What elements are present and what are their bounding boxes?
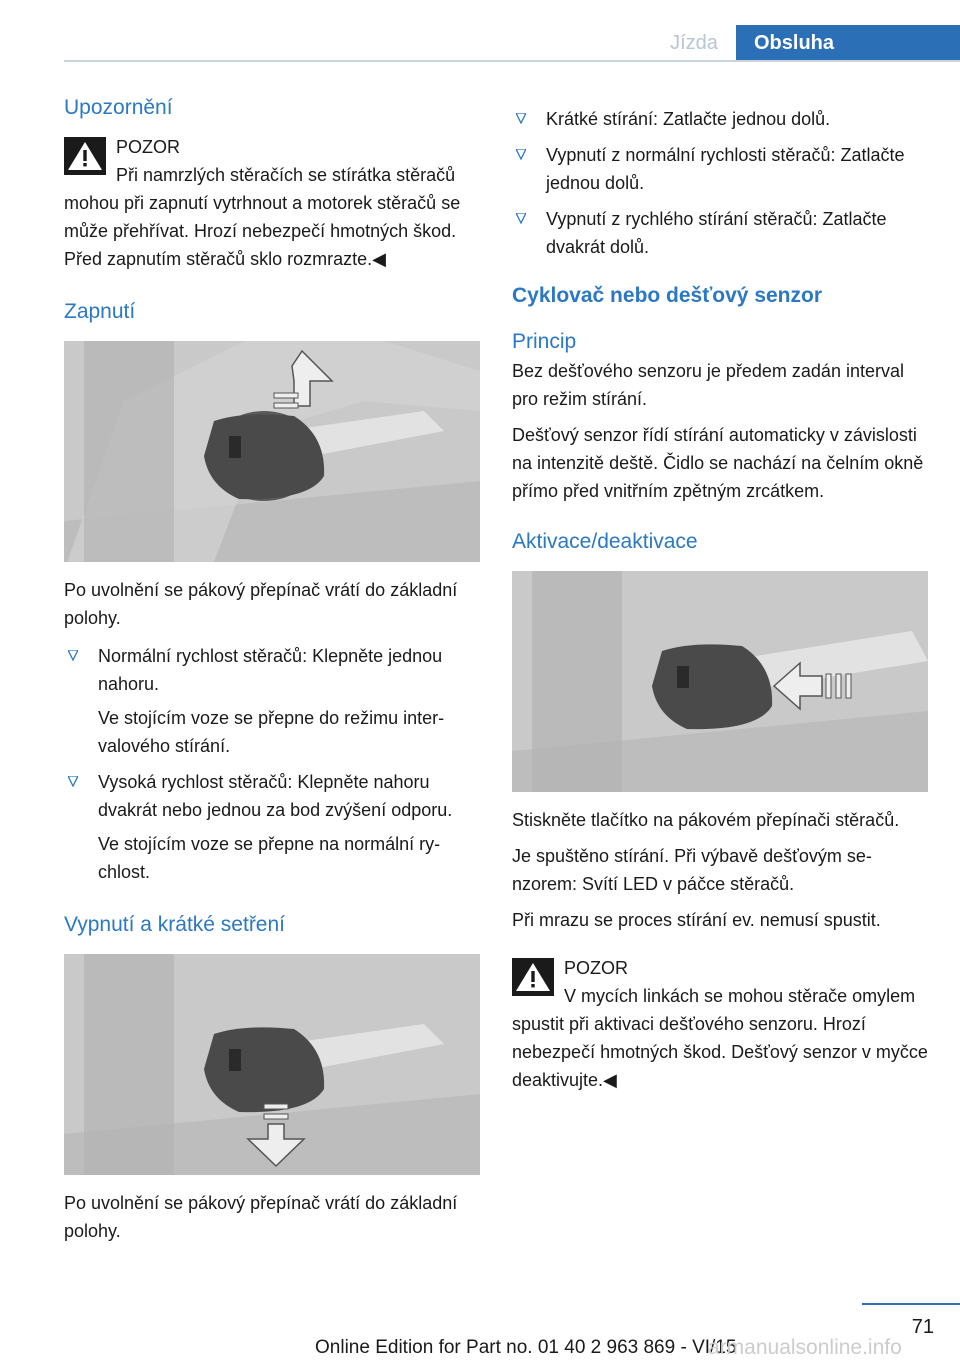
warning-icon <box>64 137 106 175</box>
warning-box <box>512 954 928 1094</box>
list-item-subtext: Ve stojícím voze se přepne na normální rychlost. <box>98 834 441 882</box>
warning-title: POZOR <box>564 958 629 978</box>
warning-heading: Upozornění <box>64 96 173 119</box>
figure-lever-press <box>512 571 928 792</box>
list-item <box>512 141 928 197</box>
figure-lever-down <box>64 954 480 1175</box>
warning-title: POZOR <box>116 137 181 157</box>
watermark: armanualsonline.info <box>708 1336 902 1359</box>
list-item <box>64 642 480 760</box>
triangle-bullet-icon <box>516 149 526 160</box>
warning-text: V mycích linkách se mohou stěrače omylem spustit při aktivaci dešťového senzoru. Hrozí nebezpečí hmotných škod. Dešťový senzor v myčce deaktivujte.◀ <box>512 986 928 1090</box>
para-principle-2: Dešťový senzor řídí stírání automaticky v závislosti na intenzitě deště. Čidlo se nachází na čelním okně přímo před vnitřním zpětným zrcátkem. <box>512 425 924 501</box>
list-item <box>64 768 480 886</box>
para-principle-1: Bez dešťového senzoru je předem zadán interval pro režim stírání. <box>512 361 904 409</box>
para-return-2: Po uvolnění se pákový přepínač vrátí do základní polohy. <box>64 1193 458 1241</box>
list-item-subtext: Ve stojícím voze se přepne do režimu intervalového stírání. <box>98 708 445 756</box>
warning-box <box>64 133 480 273</box>
warning-text: Při namrzlých stěračích se stírátka stěračů mohou při zapnutí vytrhnout a motorek stěračů se může přehřívat. Hrozí nebezpečí hmotných škod. Před zapnutím stěračů sklo rozmrazte.◀ <box>64 165 461 269</box>
triangle-bullet-icon <box>68 776 78 787</box>
right-column <box>512 95 928 1104</box>
tab-jizda[interactable]: Jízda <box>670 32 718 54</box>
triangle-bullet-icon <box>516 113 526 124</box>
para-return-1: Po uvolnění se pákový přepínač vrátí do základní polohy. <box>64 580 458 628</box>
warning-icon <box>512 958 554 996</box>
triangle-bullet-icon <box>68 650 78 661</box>
list-item-text: Vysoká rychlost stěračů: Klepněte nahoru dvakrát nebo jednou za bod zvýšení odporu. <box>98 772 453 820</box>
para-frost: Při mrazu se proces stírání ev. nemusí spustit. <box>512 910 881 930</box>
figure-lever-up <box>64 341 480 562</box>
triangle-bullet-icon <box>516 213 526 224</box>
section-zapnuti: Zapnutí <box>64 300 136 323</box>
list-off <box>512 105 928 261</box>
header-rule <box>64 60 960 62</box>
list-item <box>512 205 928 261</box>
list-item-text: Vypnutí z normální rychlosti stěračů: Zatlačte jednou dolů. <box>546 145 905 193</box>
list-item-text: Vypnutí z rychlého stírání stěračů: Zatlačte dvakrát dolů. <box>546 209 887 257</box>
list-speeds <box>64 642 480 886</box>
para-press-button: Stiskněte tlačítko na pákovém přepínači stěračů. <box>512 810 900 830</box>
list-item-text: Normální rychlost stěračů: Klepněte jednou nahoru. <box>98 646 443 694</box>
list-item-text: Krátké stírání: Zatlačte jednou dolů. <box>546 109 831 129</box>
footer-rule <box>862 1303 960 1305</box>
list-item <box>512 105 928 133</box>
section-aktivace: Aktivace/deaktivace <box>512 530 698 553</box>
left-column <box>64 95 480 1245</box>
para-wiping-started: Je spuštěno stírání. Při výbavě dešťovým senzorem: Svítí LED v páčce stěračů. <box>512 846 872 894</box>
edition-note: Online Edition for Part no. 01 40 2 963 869 - VI/15 <box>315 1337 737 1358</box>
page-number: 71 <box>911 1316 934 1338</box>
tab-obsluha[interactable]: Obsluha <box>736 25 960 61</box>
section-vypnuti: Vypnutí a krátké setření <box>64 913 286 936</box>
section-cyklovac: Cyklovač nebo dešťový senzor <box>512 284 823 307</box>
section-princip: Princip <box>512 330 577 353</box>
